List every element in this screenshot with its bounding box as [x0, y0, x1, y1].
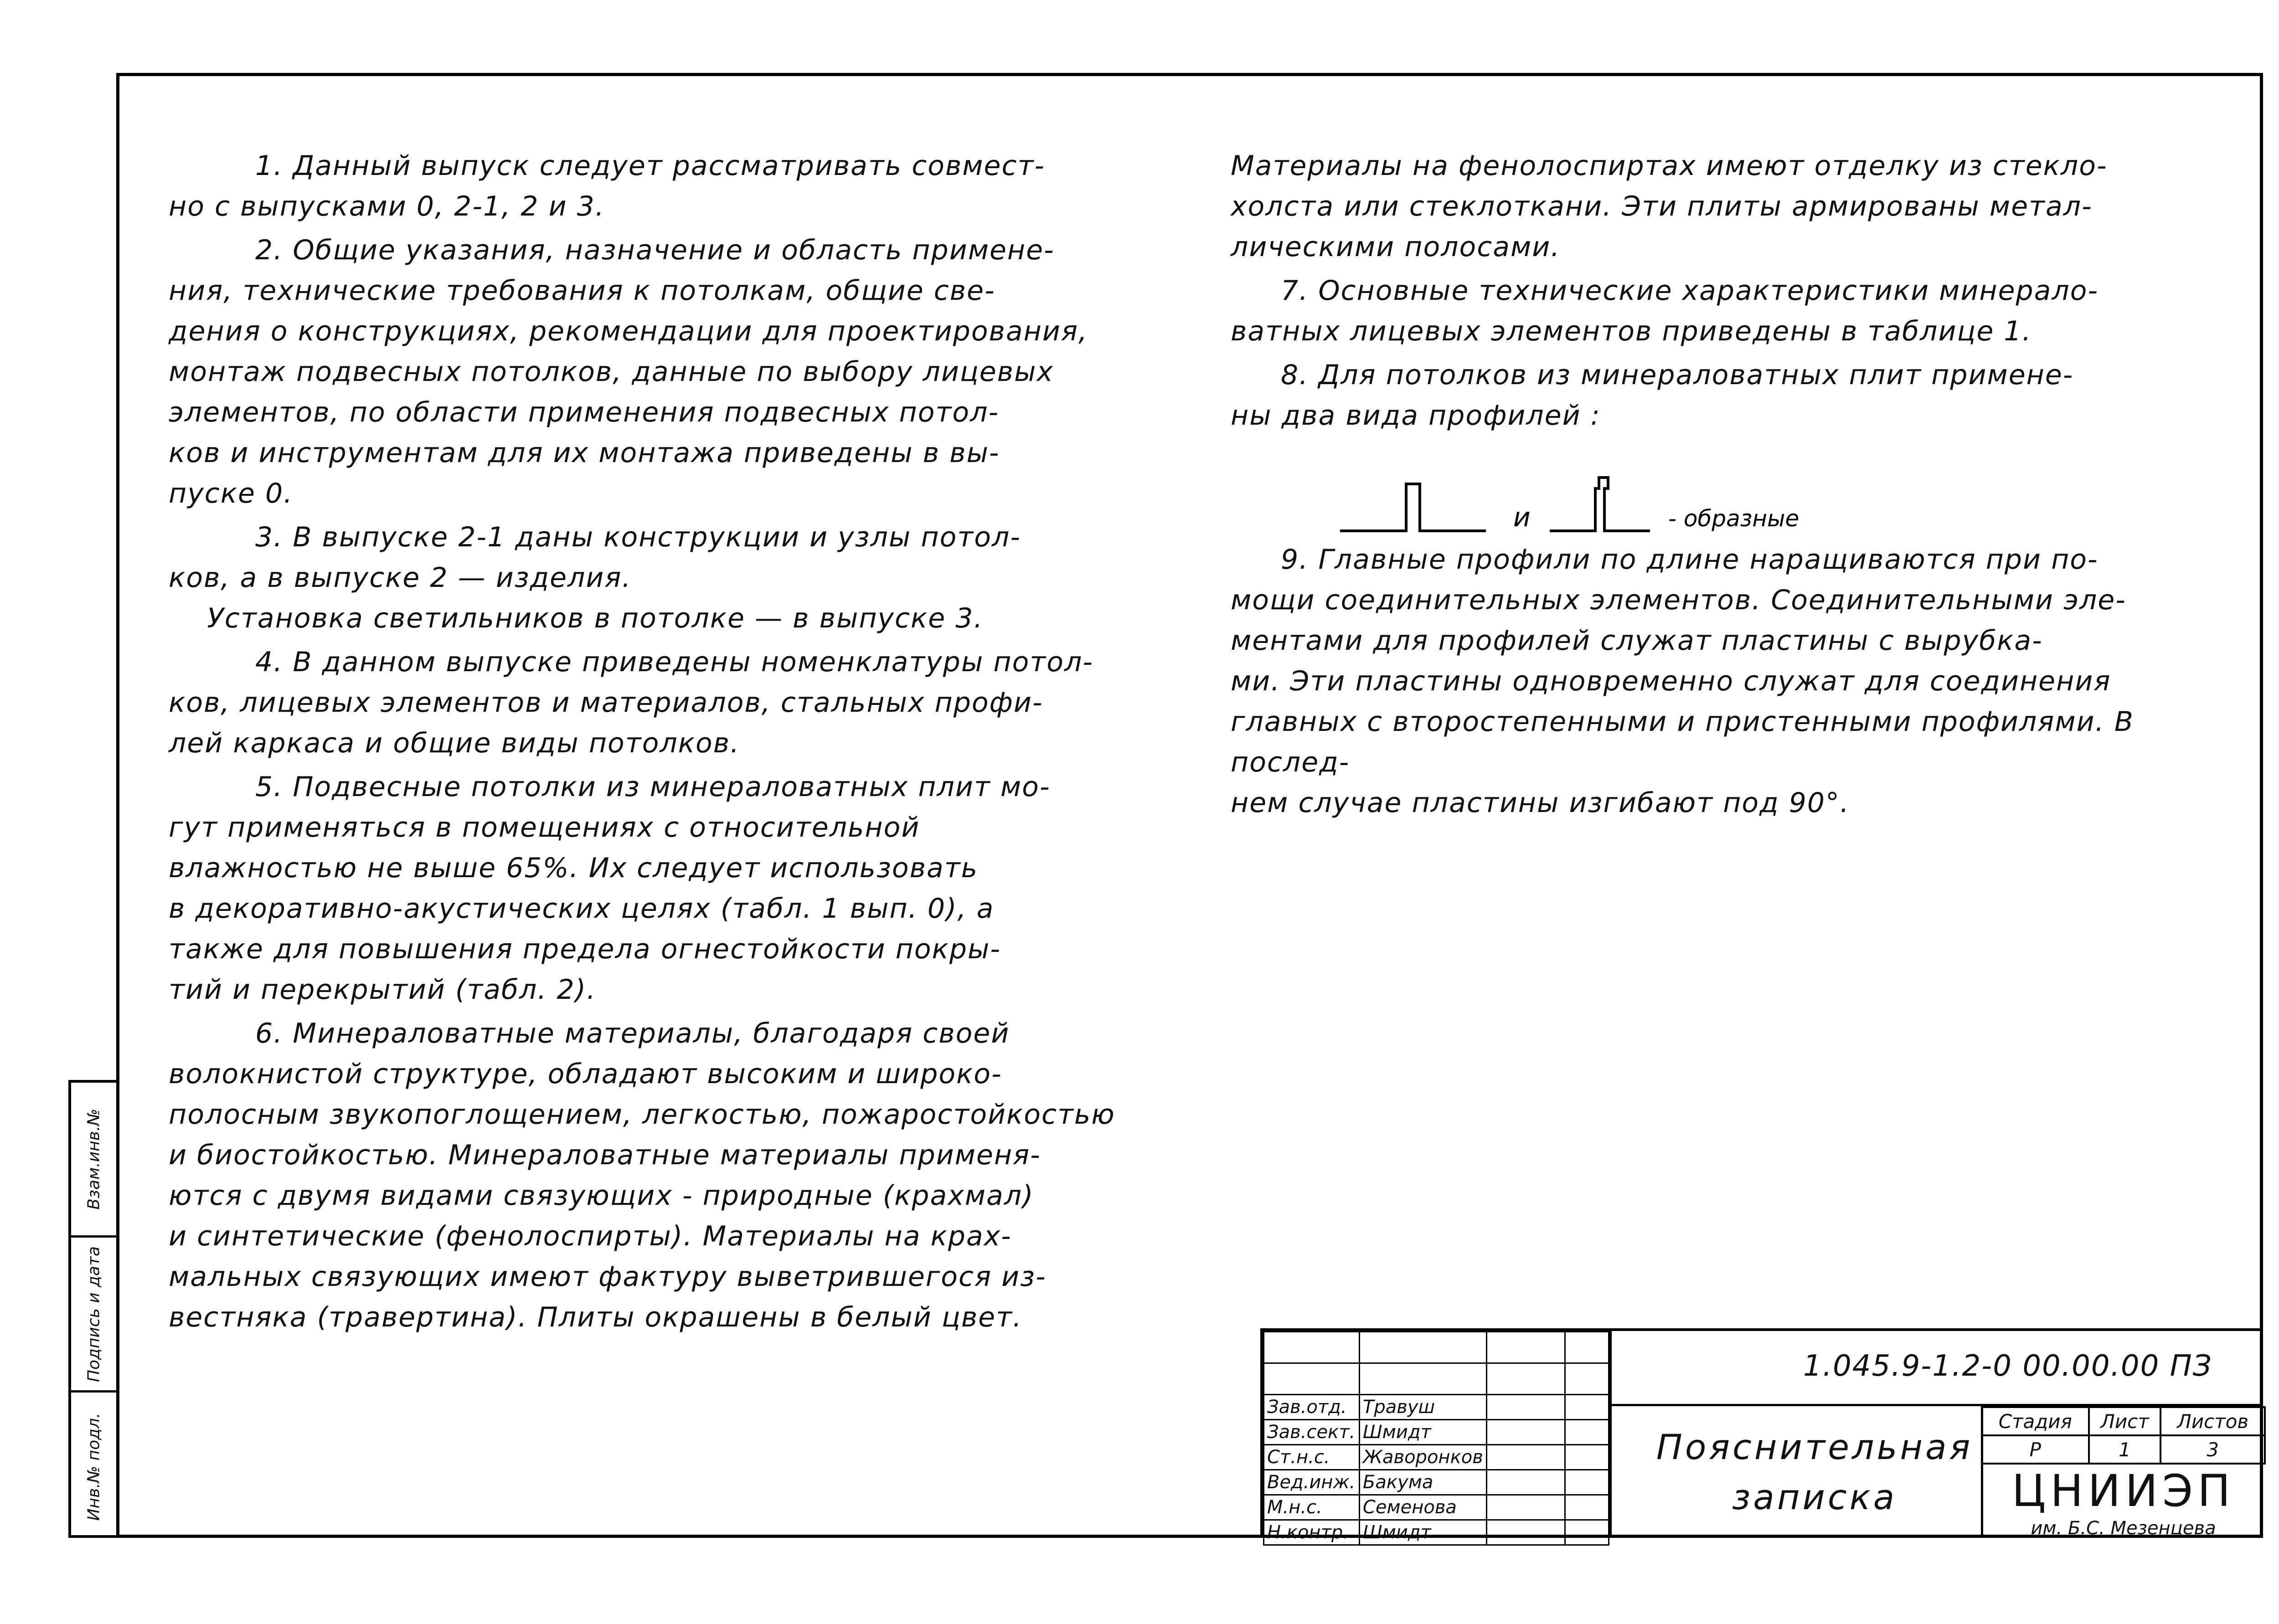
- document-title: Пояснительная записка: [1656, 1427, 1973, 1517]
- signature-row: Вед.инж. Бакума: [1264, 1470, 1609, 1495]
- paragraph-1: 1. Данный выпуск следует рассматривать совмест- но с выпусками 0, 2-1, 2 и 3.: [169, 150, 1046, 222]
- document-code: 1.045.9-1.2-0 00.00.00 ПЗ: [1803, 1349, 2212, 1383]
- stage-header: Стадия: [1982, 1407, 2089, 1435]
- sheets-header: Листов: [2160, 1407, 2265, 1435]
- side-label-orig-inv: Инв.№ подл.: [84, 1413, 103, 1521]
- paragraph-3: 3. В выпуске 2-1 даны конструкции и узлы потол- ков, а в выпуске 2 — изделия. Установка светильников в потолке — в выпуске 3.: [169, 521, 1021, 634]
- profile-suffix: - образные: [1668, 505, 1799, 532]
- organization-name: ЦНИИЭП: [2011, 1465, 2235, 1516]
- paragraph-5: 5. Подвесные потолки из минераловатных плит мо- гут применяться в помещениях с относительной влажностью не выше 65%. Их следует использовать в декоративно-акустических целях (табл. 1 вып. 0), а также для повышения предела огнестойкости покры- тий и перекрытий (табл. 2).: [169, 771, 1051, 1006]
- signature-row: Зав.сект. Шмидт: [1264, 1420, 1609, 1445]
- title-block-main: [1609, 1331, 2263, 1538]
- profile-shapes-figure: [1322, 474, 1869, 544]
- stage-value: Р: [1982, 1435, 2089, 1464]
- signature-row: Н.контр. Шмидт: [1264, 1520, 1609, 1545]
- paragraph-6-continued: Материалы на фенолоспиртах имеют отделку из стекло- холста или стеклоткани. Эти плиты армированы метал- лическими полосами.: [1231, 150, 2108, 263]
- paragraph-9: 9. Главные профили по длине наращиваются при по- мощи соединительных элементов. Соединительными эле- ментами для профилей служат пластины с вырубка- ми. Эти пластины одновременно служат для соединения главных с второстепенными и пристенными профилями. В послед- нем случае пластины изгибают под 90°.: [1231, 544, 2134, 819]
- text-column-left: [169, 146, 1190, 1341]
- side-cell-orig-inv: [71, 1393, 116, 1541]
- side-label-signature-date: Подпись и дата: [84, 1246, 103, 1382]
- paragraph-8: 8. Для потолков из минераловатных плит примене- ны два вида профилей :: [1231, 359, 2074, 432]
- signature-row: Зав.отд. Травуш: [1264, 1395, 1609, 1420]
- sheets-value: 3: [2160, 1435, 2265, 1464]
- signature-row: Ст.н.с. Жаворонков: [1264, 1445, 1609, 1470]
- title-block: [1260, 1328, 2263, 1543]
- paragraph-7: 7. Основные технические характеристики минерало- ватных лицевых элементов приведены в таблице 1.: [1231, 275, 2099, 347]
- sheet-header: Лист: [2089, 1407, 2161, 1435]
- side-label-replaced-inv: Взам.инв.№: [84, 1108, 103, 1210]
- profile-t-shape: [1550, 478, 1650, 531]
- organization-subtitle: им. Б.С. Мезенцева: [2031, 1518, 2216, 1539]
- side-stamp-strip: [68, 1080, 116, 1538]
- paragraph-4: 4. В данном выпуске приведены номенклатуры потол- ков, лицевых элементов и материалов, стальных профи- лей каркаса и общие виды потолков.: [169, 646, 1093, 759]
- profile-shapes-icon: [1322, 474, 1869, 542]
- side-cell-replaced-inv: [71, 1083, 116, 1238]
- profile-p-shape: [1340, 484, 1486, 531]
- signature-table: [1263, 1331, 1609, 1546]
- profile-conj: и: [1513, 502, 1531, 533]
- stage-sheet-table: [1981, 1406, 2266, 1465]
- signature-row: М.н.с. Семенова: [1264, 1495, 1609, 1520]
- paragraph-6: 6. Минераловатные материалы, благодаря своей волокнистой структуре, обладают высоким и широко- полосным звукопоглощением, легкостью, пожаростойкостью и биостойкостью. Минераловатные материалы применя- ются с двумя видами связующих - природные (крахмал) и синтетические (фенолоспирты). Материалы на крах- мальных связующих имеют фактуру выветрившегося из- вестняка (травертина). Плиты окрашены в белый цвет.: [169, 1018, 1115, 1333]
- side-cell-signature-date: [71, 1238, 116, 1393]
- paragraph-2: 2. Общие указания, назначение и область примене- ния, технические требования к потолкам, общие све- дения о конструкциях, рекомендации для проектирования, монтаж подвесных потолков, данные по выбору лицевых элементов, по области применения подвесных потол- ков и инструментам для их монтажа приведены в вы- пуске 0.: [169, 234, 1088, 509]
- sheet-value: 1: [2089, 1435, 2161, 1464]
